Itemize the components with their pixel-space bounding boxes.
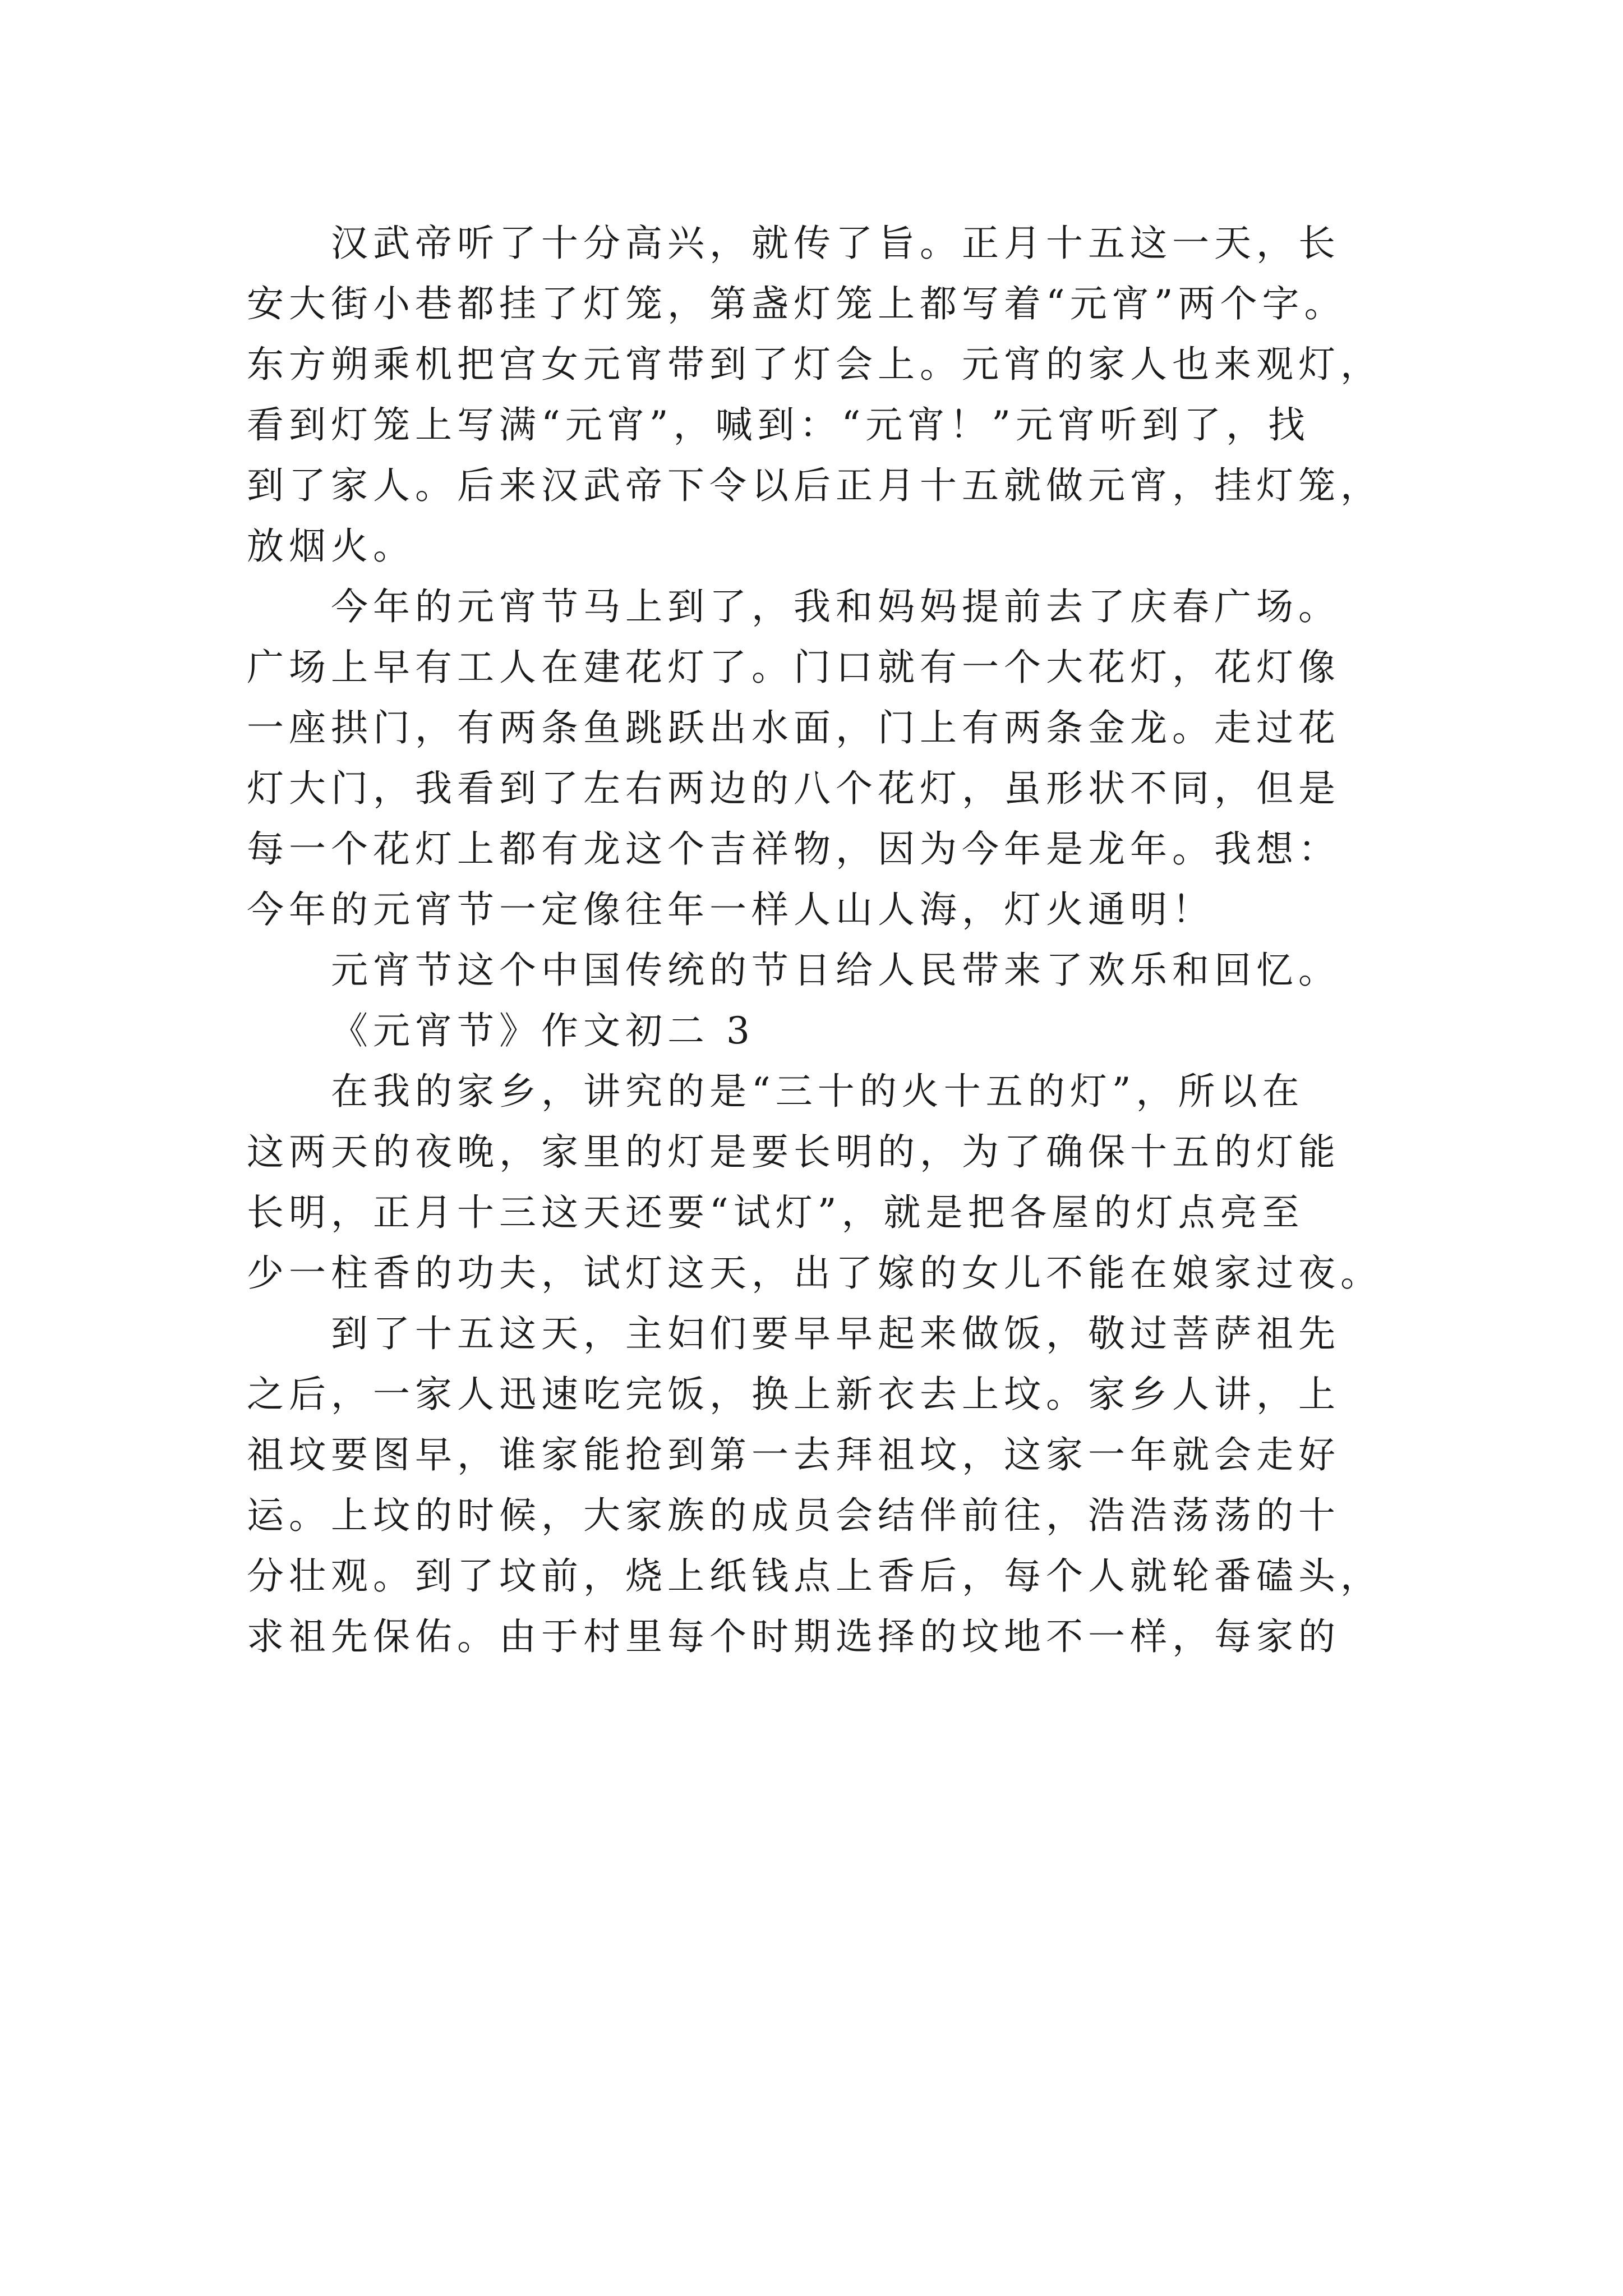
text-line: 广场上早有工人在建花灯了。门口就有一个大花灯，花灯像 xyxy=(247,646,1340,689)
text-line: 之后，一家人迅速吃完饭，换上新衣去上坟。家乡人讲，上 xyxy=(247,1373,1340,1416)
document-body xyxy=(247,213,1447,1667)
text-line: 灯大门，我看到了左右两边的八个花灯，虽形状不同，但是 xyxy=(247,767,1340,810)
text-line: 每一个花灯上都有龙这个吉祥物，因为今年是龙年。我想： xyxy=(247,827,1340,871)
text-line: 到了家人。后来汉武帝下令以后正月十五就做元宵，挂灯笼， xyxy=(247,464,1382,507)
text-line: 今年的元宵节一定像往年一样人山人海，灯火通明！ xyxy=(247,888,1214,931)
text-line: 看到灯笼上写满“元宵”，喊到：“元宵！”元宵听到了，找 xyxy=(247,403,1310,447)
text-line: 汉武帝听了十分高兴，就传了旨。正月十五这一天，长 xyxy=(331,222,1340,265)
text-line: 少一柱香的功夫，试灯这天，出了嫁的女儿不能在娘家过夜。 xyxy=(247,1251,1382,1295)
text-line: 一座拱门，有两条鱼跳跃出水面，门上有两条金龙。走过花 xyxy=(247,706,1340,749)
section-heading: 《元宵节》作文初二 3 xyxy=(331,1009,755,1052)
text-line: 放烟火。 xyxy=(247,524,415,568)
text-line: 到了十五这天，主妇们要早早起来做饭，敬过菩萨祖先 xyxy=(331,1312,1340,1355)
text-line: 祖坟要图早，谁家能抢到第一去拜祖坟，这家一年就会走好 xyxy=(247,1433,1340,1476)
text-line: 今年的元宵节马上到了，我和妈妈提前去了庆春广场。 xyxy=(331,585,1340,628)
text-line: 在我的家乡，讲究的是“三十的火十五的灯”，所以在 xyxy=(331,1070,1304,1113)
text-line: 长明，正月十三这天还要“试灯”，就是把各屋的灯点亮至 xyxy=(247,1191,1304,1234)
text-line: 分壮观。到了坟前，烧上纸钱点上香后，每个人就轮番磕头， xyxy=(247,1554,1382,1598)
text-line: 元宵节这个中国传统的节日给人民带来了欢乐和回忆。 xyxy=(331,949,1340,992)
text-line: 求祖先保佑。由于村里每个时期选择的坟地不一样，每家的 xyxy=(247,1615,1340,1658)
text-line: 东方朔乘机把宫女元宵带到了灯会上。元宵的家人也来观灯， xyxy=(247,343,1382,386)
text-line: 运。上坟的时候，大家族的成员会结伴前往，浩浩荡荡的十 xyxy=(247,1494,1340,1537)
text-line: 这两天的夜晚，家里的灯是要长明的，为了确保十五的灯能 xyxy=(247,1130,1340,1174)
text-line: 安大街小巷都挂了灯笼，第盏灯笼上都写着“元宵”两个字。 xyxy=(247,282,1347,325)
